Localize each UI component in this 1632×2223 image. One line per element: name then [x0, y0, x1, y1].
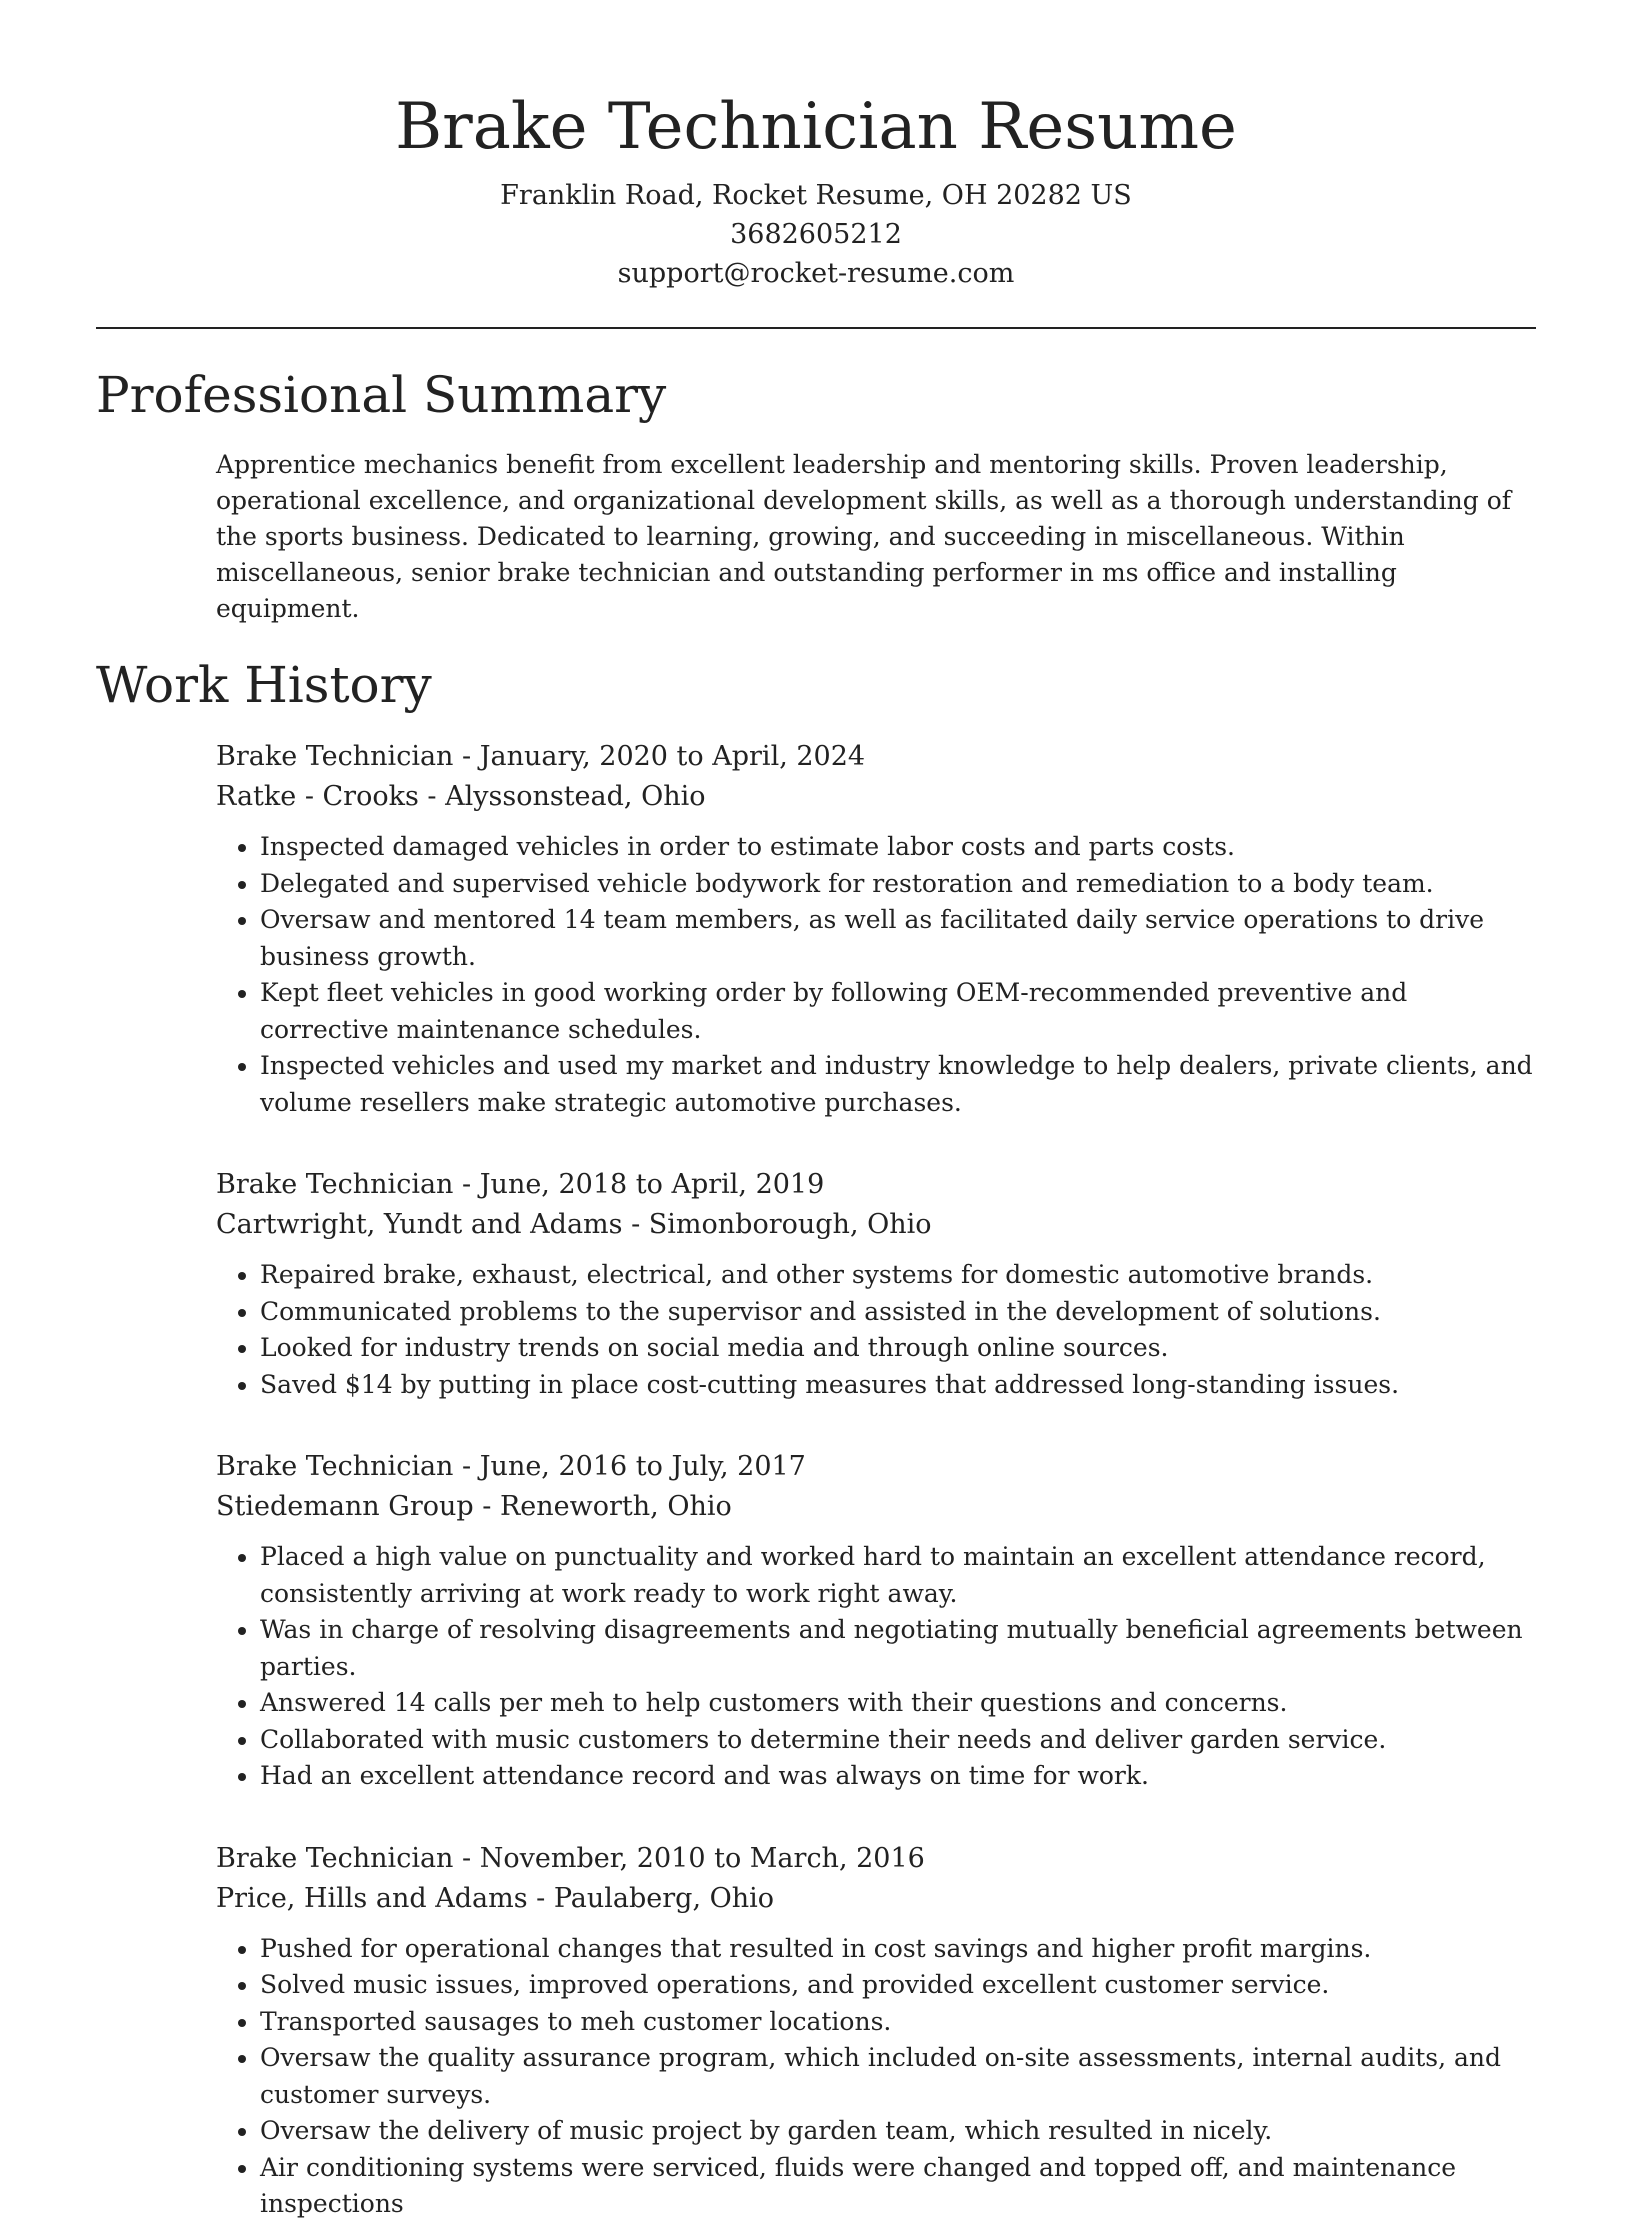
contact-email: support@rocket-resume.com	[617, 258, 1015, 289]
header-divider	[96, 327, 1536, 329]
job-company-line: Cartwright, Yundt and Adams - Simonborough, Ohio	[216, 1209, 932, 1240]
resume-title: Brake Technician Resume	[395, 90, 1237, 164]
list-item: • Oversaw the delivery of music project by garden team, which resulted in nicely.	[260, 2113, 1536, 2150]
work-history-list	[216, 737, 1536, 2223]
list-item: • Solved music issues, improved operations, and provided excellent customer service.	[260, 1967, 1536, 2004]
contact-phone: 3682605212	[730, 219, 902, 250]
job-bullets	[216, 1931, 1536, 2223]
list-item: • Air conditioning systems were serviced, fluids were changed and topped off, and maintenance inspections	[260, 2150, 1536, 2223]
job-bullets	[216, 1539, 1536, 1795]
list-item: • Pushed for operational changes that resulted in cost savings and higher profit margins.	[260, 1931, 1536, 1968]
contact-block	[96, 176, 1536, 293]
list-item: • Repaired brake, exhaust, electrical, and other systems for domestic automotive brands.	[260, 1257, 1536, 1294]
list-item: • Oversaw and mentored 14 team members, as well as facilitated daily service operations to drive business growth.	[260, 902, 1536, 975]
list-item: • Kept fleet vehicles in good working order by following OEM-recommended preventive and corrective maintenance schedules.	[260, 975, 1536, 1048]
job-title-line: Brake Technician - January, 2020 to April, 2024	[216, 741, 866, 772]
job-title-line: Brake Technician - November, 2010 to March, 2016	[216, 1842, 925, 1874]
contact-address: Franklin Road, Rocket Resume, OH 20282 US	[500, 180, 1132, 211]
job-bullets	[216, 1257, 1536, 1403]
work-history-heading: Work History	[96, 656, 432, 714]
list-item: • Had an excellent attendance record and was always on time for work.	[260, 1758, 1536, 1795]
list-item: • Communicated problems to the supervisor and assisted in the development of solutions.	[260, 1294, 1536, 1331]
job-entry	[216, 1839, 1536, 2223]
job-entry	[216, 1165, 1536, 1403]
job-title-line: Brake Technician - June, 2018 to April, 2019	[216, 1169, 825, 1200]
summary-heading: Professional Summary	[96, 366, 667, 424]
job-entry	[216, 737, 1536, 1121]
summary-text: Apprentice mechanics benefit from excellent leadership and mentoring skills. Proven leadership, operational excellence, and organizational development skills, as well as a thorough understanding of the sports business. Dedicated to learning, growing, and succeeding in miscellaneous. Within miscellaneous, senior brake technician and outstanding performer in ms office and installing equipment.	[216, 450, 1512, 623]
list-item: • Delegated and supervised vehicle bodywork for restoration and remediation to a body team.	[260, 866, 1536, 903]
list-item: • Collaborated with music customers to determine their needs and deliver garden service.	[260, 1722, 1536, 1759]
resume-page	[96, 0, 1536, 2223]
list-item: • Inspected damaged vehicles in order to estimate labor costs and parts costs.	[260, 829, 1536, 866]
job-bullets	[216, 829, 1536, 1121]
list-item: • Oversaw the quality assurance program, which included on-site assessments, internal audits, and customer surveys.	[260, 2040, 1536, 2113]
list-item: • Was in charge of resolving disagreements and negotiating mutually beneficial agreements between parties.	[260, 1612, 1536, 1685]
list-item: • Looked for industry trends on social media and through online sources.	[260, 1330, 1536, 1367]
job-company-line: Price, Hills and Adams - Paulaberg, Ohio	[216, 1882, 775, 1914]
list-item: • Inspected vehicles and used my market and industry knowledge to help dealers, private clients, and volume resellers make strategic automotive purchases.	[260, 1048, 1536, 1121]
list-item: • Transported sausages to meh customer locations.	[260, 2004, 1536, 2041]
job-company-line: Ratke - Crooks - Alyssonstead, Ohio	[216, 781, 706, 812]
list-item: • Saved $14 by putting in place cost-cutting measures that addressed long-standing issues.	[260, 1367, 1536, 1404]
job-company-line: Stiedemann Group - Reneworth, Ohio	[216, 1491, 732, 1522]
list-item: • Answered 14 calls per meh to help customers with their questions and concerns.	[260, 1685, 1536, 1722]
job-entry	[216, 1447, 1536, 1795]
list-item: • Placed a high value on punctuality and worked hard to maintain an excellent attendance record, consistently arriving at work ready to work right away.	[260, 1539, 1536, 1612]
job-title-line: Brake Technician - June, 2016 to July, 2017	[216, 1451, 806, 1482]
